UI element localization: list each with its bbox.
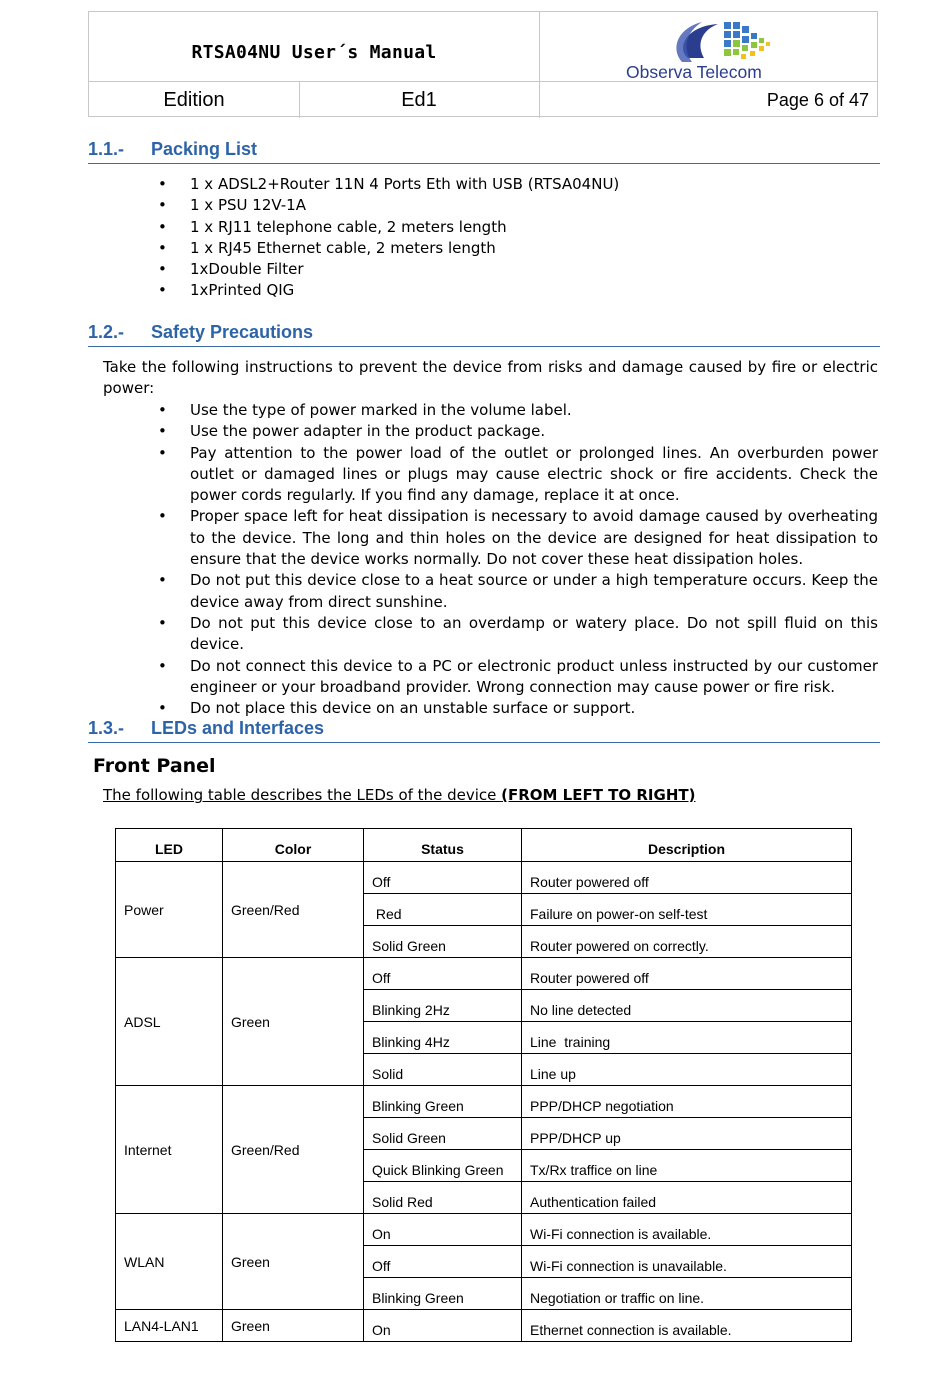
section-title: Packing List: [151, 139, 258, 159]
table-row: [116, 862, 852, 894]
edition-label: Edition: [163, 89, 225, 111]
edition-value: Ed1: [401, 89, 437, 111]
led-status-cell: Blinking 4Hz: [364, 1022, 522, 1054]
led-description-cell: Negotiation or traffic on line.: [522, 1278, 852, 1310]
led-table: [115, 828, 852, 1342]
column-header: Color: [223, 829, 364, 862]
table-intro: The following table describes the LEDs of the device (FROM LEFT TO RIGHT): [103, 786, 696, 804]
bullet-icon: •: [158, 507, 167, 526]
led-status-cell: Red: [364, 894, 522, 926]
list-item: • Proper space left for heat dissipation is necessary to avoid damage caused by overheating to the device. The long and thin holes on the device are designed for heat dissipation to ensure that the device works normally. Do not cover these heat dissipation holes.: [158, 507, 878, 569]
led-description-cell: Router powered on correctly.: [522, 926, 852, 958]
observa-telecom-logo: [626, 18, 871, 80]
led-description-cell: Router powered off: [522, 958, 852, 990]
led-status-cell: Off: [364, 958, 522, 990]
led-status-cell: On: [364, 1310, 522, 1342]
section-number: 1.2.-: [88, 322, 125, 342]
led-color-cell: Green/Red: [223, 862, 364, 958]
list-item: • 1 x RJ45 Ethernet cable, 2 meters length: [158, 238, 878, 259]
bullet-icon: •: [158, 656, 167, 675]
bullet-icon: •: [158, 196, 167, 215]
column-header: Status: [364, 829, 522, 862]
manual-title: RTSA04NU User´s Manual: [191, 42, 437, 63]
table-intro-emphasis: (FROM LEFT TO RIGHT): [501, 786, 696, 804]
list-item: • 1xPrinted QIG: [158, 280, 878, 301]
led-table-body: [116, 862, 852, 1342]
page-number: Page 6 of 47: [766, 90, 869, 110]
led-description-cell: No line detected: [522, 990, 852, 1022]
led-description-cell: Wi-Fi connection is available.: [522, 1214, 852, 1246]
led-status-cell: Blinking Green: [364, 1086, 522, 1118]
led-description-cell: PPP/DHCP up: [522, 1118, 852, 1150]
bullet-icon: •: [158, 260, 167, 279]
led-description-cell: Ethernet connection is available.: [522, 1310, 852, 1342]
bullet-icon: •: [158, 613, 167, 632]
section-number: 1.1.-: [88, 139, 125, 159]
logo-text: Observa Telecom: [626, 62, 762, 82]
packing-list: [158, 174, 878, 302]
section-number: 1.3.-: [88, 718, 125, 738]
led-name-cell: Internet: [116, 1086, 223, 1214]
list-item: • 1 x RJ11 telephone cable, 2 meters length: [158, 217, 878, 238]
bullet-icon: •: [158, 281, 167, 300]
safety-intro: Take the following instructions to prevent the device from risks and damage caused by fire or electric power:: [103, 358, 878, 397]
bullet-icon: •: [158, 217, 167, 236]
led-status-cell: Blinking Green: [364, 1278, 522, 1310]
led-name-cell: WLAN: [116, 1214, 223, 1310]
list-item: • Pay attention to the power load of the outlet or prolonged lines. An overburden power outlet or damaged lines or plugs may cause electric shock or fire accidents. Check the power cords regularly. If you find any damage, replace it at once.: [158, 443, 878, 505]
led-description-cell: Failure on power-on self-test: [522, 894, 852, 926]
section-heading-leds-interfaces: [88, 718, 880, 743]
section-title: Safety Precautions: [151, 322, 314, 342]
led-description-cell: PPP/DHCP negotiation: [522, 1086, 852, 1118]
led-status-cell: Quick Blinking Green: [364, 1150, 522, 1182]
led-status-cell: Solid Red: [364, 1182, 522, 1214]
bullet-icon: •: [158, 175, 167, 193]
led-name-cell: ADSL: [116, 958, 223, 1086]
table-row: [116, 1214, 852, 1246]
bullet-icon: •: [158, 401, 167, 419]
section-heading-packing-list: [88, 139, 880, 164]
bullet-icon: •: [158, 699, 167, 718]
column-header: LED: [116, 829, 223, 862]
led-status-cell: Solid Green: [364, 926, 522, 958]
table-row: [116, 1310, 852, 1342]
list-item: • 1xDouble Filter: [158, 259, 878, 280]
led-color-cell: Green/Red: [223, 1086, 364, 1214]
led-description-cell: Line training: [522, 1022, 852, 1054]
bullet-icon: •: [158, 571, 167, 590]
list-item: • Use the type of power marked in the volume label.: [158, 400, 878, 421]
bullet-icon: •: [158, 238, 167, 257]
list-item: • Use the power adapter in the product package.: [158, 421, 878, 442]
section-heading-safety-precautions: [88, 322, 880, 347]
list-item: • Do not connect this device to a PC or electronic product unless instructed by our customer engineer or your broadband provider. Wrong connection may cause power or fire risk.: [158, 656, 878, 696]
led-status-cell: Blinking 2Hz: [364, 990, 522, 1022]
list-item: • 1 x PSU 12V-1A: [158, 195, 878, 216]
safety-list: [158, 400, 878, 719]
list-item: • Do not put this device close to a heat source or under a high temperature occurs. Keep the device away from direct sunshine.: [158, 571, 878, 611]
bullet-icon: •: [158, 422, 167, 441]
logo-mark: [626, 18, 871, 66]
led-status-cell: Solid Green: [364, 1118, 522, 1150]
led-color-cell: Green: [223, 958, 364, 1086]
led-status-cell: Off: [364, 862, 522, 894]
list-item: • Do not place this device on an unstable surface or support.: [158, 698, 878, 719]
table-row: [116, 1086, 852, 1118]
led-description-cell: Authentication failed: [522, 1182, 852, 1214]
section-title: LEDs and Interfaces: [151, 718, 325, 738]
front-panel-heading: Front Panel: [93, 755, 216, 777]
led-name-cell: LAN4-LAN1: [116, 1310, 223, 1342]
table-header-row: [116, 829, 852, 862]
list-item: • Do not put this device close to an overdamp or watery place. Do not spill fluid on this device.: [158, 613, 878, 654]
led-description-cell: Router powered off: [522, 862, 852, 894]
list-item: • 1 x ADSL2+Router 11N 4 Ports Eth with USB (RTSA04NU): [158, 174, 878, 195]
led-status-cell: Off: [364, 1246, 522, 1278]
bullet-icon: •: [158, 443, 167, 462]
led-color-cell: Green: [223, 1214, 364, 1310]
led-description-cell: Line up: [522, 1054, 852, 1086]
led-name-cell: Power: [116, 862, 223, 958]
led-description-cell: Tx/Rx traffice on line: [522, 1150, 852, 1182]
header-divider: [539, 12, 540, 118]
led-status-cell: Solid: [364, 1054, 522, 1086]
led-description-cell: Wi-Fi connection is unavailable.: [522, 1246, 852, 1278]
led-color-cell: Green: [223, 1310, 364, 1342]
table-row: [116, 958, 852, 990]
led-status-cell: On: [364, 1214, 522, 1246]
column-header: Description: [522, 829, 852, 862]
